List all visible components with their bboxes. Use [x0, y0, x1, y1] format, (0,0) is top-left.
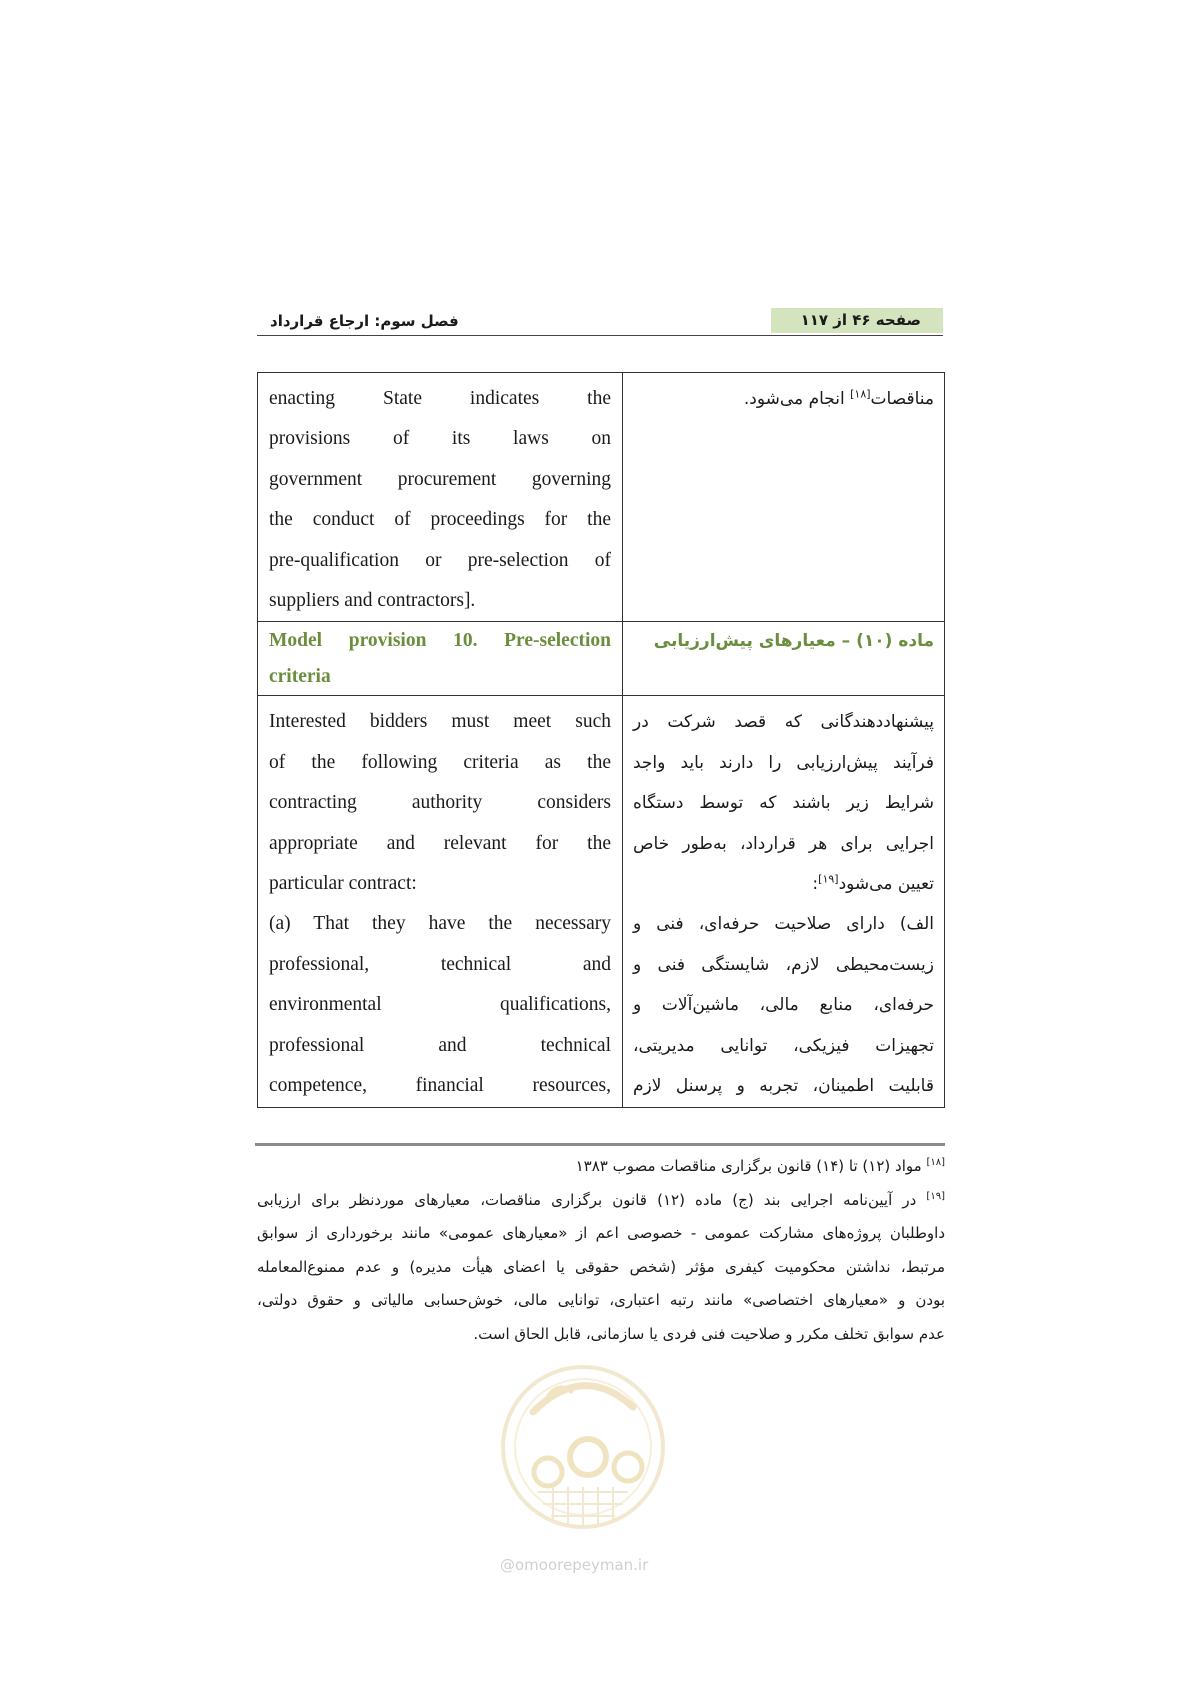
english-line: enacting State indicates the: [269, 388, 611, 409]
table-row: [258, 696, 945, 1107]
persian-line: حرفه‌ای، منابع مالی، ماشین‌آلات و: [633, 995, 934, 1016]
persian-line: اجرایی برای هر قرارداد، به‌طور خاص: [633, 833, 934, 854]
footnote-ref[interactable]: [۱۹]: [926, 1190, 945, 1202]
footnote-ref[interactable]: [۱۹]: [818, 872, 839, 886]
english-heading: Model provision 10. Pre-selection criteria: [258, 622, 623, 696]
english-line: competence, financial resources,: [269, 1075, 611, 1097]
english-cell: [258, 696, 623, 1107]
footnote-line: مرتبط، نداشتن محکومیت کیفری مؤثر (شخص حقوقی یا اعضای هیأت مدیره) و عدم ممنوع‌المعامله: [257, 1257, 945, 1276]
persian-line: فرآیند پیش‌ارزیابی را دارند باید واجد: [633, 752, 934, 773]
english-cell: [258, 373, 623, 622]
persian-cell: [623, 696, 945, 1107]
table-row: [258, 622, 945, 696]
english-line: pre-qualification or pre-selection of: [269, 549, 611, 571]
english-line: professional and technical: [269, 1034, 611, 1056]
english-line: Interested bidders must meet such: [269, 711, 611, 733]
english-line: suppliers and contractors].: [269, 590, 476, 612]
persian-text: تعیین می‌شود: [838, 874, 934, 895]
english-line: contracting authority considers: [269, 792, 611, 814]
english-line: appropriate and relevant for the: [269, 832, 611, 854]
persian-text: مناقصات: [870, 389, 934, 409]
persian-cell: [623, 373, 945, 622]
footnote-line: داوطلبان پروژه‌های مشارکت عمومی - خصوصی اعم از «معیارهای عمومی» مانند برخورداری از سوابق: [257, 1224, 945, 1242]
english-line: professional, technical and: [269, 953, 611, 975]
footnotes: [257, 1150, 945, 1351]
english-line: environmental qualifications,: [269, 994, 611, 1016]
footnote-text: مواد (۱۲) تا (۱۴) قانون برگزاری مناقصات مصوب ۱۳۸۳: [575, 1157, 927, 1175]
footnote-ref[interactable]: [۱۸]: [926, 1157, 945, 1168]
persian-line: [633, 864, 934, 904]
watermark-logo: [493, 1352, 673, 1542]
english-line: government procurement governing: [269, 468, 611, 490]
page-header: [257, 306, 943, 336]
persian-line: تجهیزات فیزیکی، توانایی مدیریتی،: [633, 1035, 934, 1056]
table-row: [258, 373, 945, 622]
persian-heading: ماده (۱۰) – معیارهای پیش‌ارزیابی: [623, 622, 945, 696]
persian-line: الف) دارای صلاحیت حرفه‌ای، فنی و: [633, 914, 934, 935]
footnote-separator: [255, 1143, 945, 1146]
persian-line: شرایط زیر باشند که توسط دستگاه: [633, 793, 934, 814]
english-line: (a) That they have the necessary: [269, 913, 611, 935]
footnote-text: در آیین‌نامه اجرایی بند (ج) ماده (۱۲) قانون برگزاری مناقصات، معیارهای موردنظر برای ارزیابی: [257, 1190, 927, 1209]
footnote-18: [257, 1150, 945, 1184]
english-line: of the following criteria as the: [269, 751, 611, 773]
english-line: provisions of its laws on: [269, 428, 611, 450]
english-line: the conduct of proceedings for the: [269, 509, 611, 531]
chapter-title: فصل سوم: ارجاع قرارداد: [270, 312, 459, 330]
footnote-line: عدم سوابق تخلف مکرر و صلاحیت فنی فردی یا سازمانی، قابل الحاق است.: [473, 1324, 945, 1343]
comparison-table: [257, 372, 945, 1108]
persian-text: انجام می‌شود.: [743, 389, 851, 409]
persian-text: :: [812, 874, 819, 895]
persian-line: زیست‌محیطی لازم، شایستگی فنی و: [633, 954, 934, 975]
persian-line: پیشنهاددهندگانی که قصد شرکت در: [633, 712, 934, 733]
footnote-ref[interactable]: [۱۸]: [850, 387, 871, 401]
english-line: particular contract:: [269, 873, 417, 895]
page-number: صفحه ۴۶ از ۱۱۷: [771, 308, 943, 333]
persian-line: [633, 379, 934, 419]
footnote-19: [257, 1184, 945, 1218]
persian-line: قابلیت اطمینان، تجربه و پرسنل لازم: [633, 1076, 934, 1097]
footnote-line: بودن و «معیارهای اختصاصی» مانند رتبه اعتباری، توانایی مالی، خوش‌حسابی مالیاتی و حقوق دولتی،: [257, 1291, 945, 1309]
watermark-text: @omoorepeyman.ir: [500, 1556, 649, 1574]
